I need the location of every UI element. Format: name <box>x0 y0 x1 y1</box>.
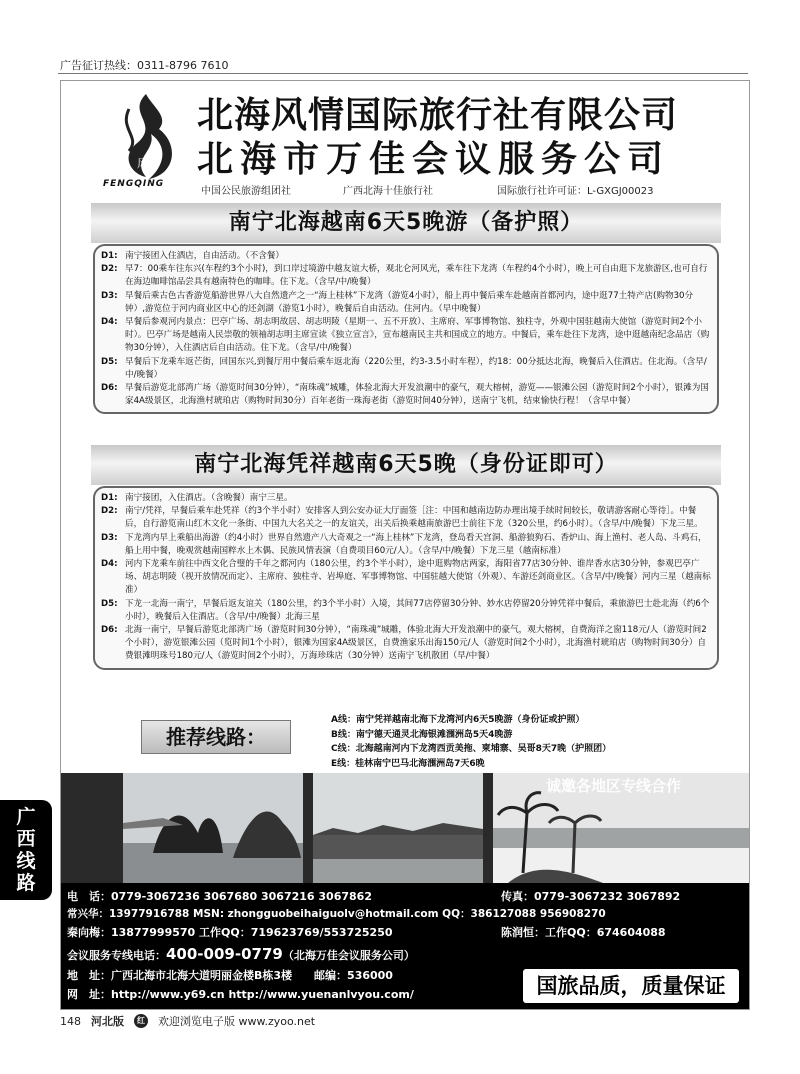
hotline-label: 会议服务专线电话： <box>67 949 166 962</box>
itinerary-day <box>101 505 711 531</box>
day-label: D4: <box>101 559 118 570</box>
top-divider <box>58 73 748 74</box>
recommend-label: 推荐线路： <box>141 720 291 754</box>
day-label: D5: <box>101 356 118 367</box>
day-text: 早餐后乘古色古香游览船游世界八大自然遗产之一“海上桂林”下龙湾（游览4小时），船上再中餐后乘车赴越南首都河内，途中逛77土特产店(购物30分钟）,游览位于河内商业区中心的还剑湖（游览1小时），晚餐后自由活动。住河内。（早中晚餐） <box>125 290 694 314</box>
ad-hotline: 广告征订热线：0311-8796 7610 <box>60 59 229 72</box>
phone-line: 电 话：0779-3067236 3067680 3067216 3067862 <box>67 890 372 903</box>
day-label: D1: <box>101 493 118 503</box>
day-label: D1: <box>101 251 118 261</box>
itinerary-day <box>101 250 711 263</box>
day-label: D2: <box>101 506 118 517</box>
page-number: 148 <box>60 1014 81 1028</box>
contact-person-2: 秦向梅：13877999570 工作QQ：719623769/553725250 <box>67 926 393 939</box>
route1-title: 南宁北海越南6天5晚游（备护照） <box>91 203 721 243</box>
day-text: 北海一南宁，早餐后游览北部湾广场（游览时间30分钟），“南珠魂”城雕，体验北海大开发浪潮中的豪气，观大榕树，自费海洋之窗118元/人（游览时间2个小时），游览银滩公园（览时间1个小时），银滩为国家4A级景区，自费渔家乐出海150元/人（游览时间2个小时），北海渔村琥珀店（购物时间30分）自费银滩明珠号180元/人（游览时间2个小时），万海珍珠店（30分钟）送南宁飞机散团（早/中餐） <box>125 625 707 662</box>
itinerary-day <box>101 263 711 289</box>
footer-text[interactable]: 欢迎浏览电子版 www.zyoo.net <box>158 1015 316 1028</box>
license-label: 国际旅行社许可证：L-GXGJ00023 <box>497 186 654 197</box>
day-label: D5: <box>101 598 118 609</box>
fax-line: 传真：0779-3067232 3067892 <box>501 890 681 903</box>
itinerary-day <box>101 290 711 316</box>
contact-person-3: 陈润恒：工作QQ：674604088 <box>501 926 666 939</box>
day-text: 早7：00乘车往东兴(车程约3个小时)，到口岸过境游中越友谊大桥，观北仑河风光，乘车往下龙湾（车程约4个小时），晚上可自由逛下龙旅游区,也可自行在海边咖啡馆品尝具有越南特色的咖啡。住下龙。（含早/中/晚餐） <box>125 264 708 288</box>
sub-label-2: 广西北海十佳旅行社 <box>343 186 433 197</box>
cooperation-banner: 诚邀各地区专线合作 <box>546 777 682 795</box>
hotline-number: 400-009-0779 <box>166 945 283 963</box>
day-text: 南宁接团入住酒店，自由活动。（不含餐） <box>125 251 284 261</box>
day-text: 下龙湾内早上乘船出海游（约4小时）世界自然遗产八大奇观之一“海上桂林”下龙湾，登岛看天宫洞、船游狼狗石、香炉山、海上渔村、老人岛、斗鸡石，船上用中餐，晚观赏越南国粹水上木偶、民族风情表演（自费项目60元/人）。（含早/中/晚餐）下龙三星（越南标准） <box>125 532 707 556</box>
itinerary-day <box>101 382 711 408</box>
company-name-1: 北海风情国际旅行社有限公司 <box>197 95 679 136</box>
recommend-route: E线：桂林南宁巴马北海涠洲岛7天6晚 <box>331 758 485 769</box>
recommend-route: B线：南宁德天通灵北海银滩涠洲岛5天4晚游 <box>331 729 513 740</box>
day-label: D6: <box>101 383 118 394</box>
address-line: 地 址：广西北海市北海大道明丽金楼B栋3楼 邮编：536000 <box>67 969 393 982</box>
route2-title: 南宁北海凭祥越南6天5晚（身份证即可） <box>91 445 721 485</box>
itinerary-day <box>101 558 711 598</box>
edition-badge-icon: 红 <box>134 1014 148 1028</box>
day-label: D6: <box>101 625 118 636</box>
day-text: 早餐后参观河内景点：巴亭广场、胡志明故居、胡志明陵（星期一、五不开放）、主席府、军事博物馆、独柱寺，外观中国驻越南大使馆（游览时间2个小时）。巴亭广场是越南人民崇敬的领袖胡志明主席宣读《独立宣言》，宣布越南民主共和国成立的地方。中餐后，乘车赴往下龙湾，途中逛越南纪念品店（购物30分钟），入住酒店后自由活动。住下龙。（含早/中/晚餐） <box>125 317 710 354</box>
day-text: 早餐后下龙乘车返芒街，回国东兴,到餐厅用中餐后乘车返北海（220公里，约3-3.5小时车程），约18：00分抵达北海，晚餐后入住酒店。住北海。（含早/中/晚餐） <box>125 356 707 380</box>
recommend-list <box>331 713 611 771</box>
itinerary-day <box>101 624 711 664</box>
day-label: D3: <box>101 290 118 301</box>
day-text: 早餐后游览北部湾广场（游览时间30分钟），“南珠魂”城雕，体验北海大开发浪潮中的豪气，观大榕树，游览——银滩公园（游览时间2个小时），银滩为国家4A级景区，北海渔村琥珀店（购物时间30分）百年老街一珠海老街（游览时间40分钟），送南宁飞机，结束愉快行程！（含早中餐） <box>125 383 709 407</box>
logo-char-text: 风情 <box>137 157 159 170</box>
day-text: 河内下龙乘车前往中西文化合璧的千年之都河内（180公里，约3个半小时），途中逛购物店两家，海阳省77店30分钟、谁岸香水店30分钟，参观巴亭广场、胡志明陵（视开放情况而定）、主席府、独柱寺、岩埠庭、军事博物馆、中国驻越大使馆（外观）、车游还剑商业区。（含早/中/晚餐）河内三星（越南标准） <box>125 559 711 596</box>
route1-itinerary <box>93 244 719 414</box>
travel-ad <box>60 80 750 1010</box>
logo-name: FENGQING <box>103 179 165 189</box>
recommend-route: C线：北海越南河内下龙湾西贡美拖、柬埔寨、吴哥8天7晚（护照团） <box>331 744 612 754</box>
day-text: 下龙一北海一南宁，早餐后返友谊关（180公里，约3个半小时）入境，其间77店停留30分钟、妙水店停留20分钟凭祥中餐后，乘旅游巴士赴北海（约6个小时），晚餐后入住酒店。（含早/中/晚餐）北海三星 <box>125 598 710 622</box>
contact-person-1: 常兴华：13977916788 MSN: zhongguobeihaiguolv@hotmail.com QQ：386127088 956908270 <box>67 908 606 920</box>
day-text: 南宁接团，入住酒店。（含晚餐）南宁三星。 <box>125 493 293 503</box>
company-name-2: 北海市万佳会议服务公司 <box>197 139 671 180</box>
itinerary-day <box>101 492 711 505</box>
coast-town-photo-icon <box>313 773 483 883</box>
hotline-note: （北海万佳会议服务公司） <box>282 949 415 962</box>
edition-label: 河北版 <box>91 1015 124 1028</box>
page-footer <box>60 1013 315 1029</box>
itinerary-day <box>101 532 711 558</box>
day-label: D2: <box>101 264 118 275</box>
itinerary-day <box>101 598 711 624</box>
day-label: D3: <box>101 532 118 543</box>
itinerary-day <box>101 356 711 382</box>
day-text: 南宁/凭祥，早餐后乘车赴凭祥（约3个半小时）安排客人到公安办证大厅面签［注：中国和越南边防办理出境手续时间较长，敬请游客耐心等待］。中餐后，自行游览南山红木文化一条街、中国九大名关之一的友谊关，出关后换乘越南旅游巴士前往下龙（320公里，约6小时）。（含早/中/晚餐）下龙三星。 <box>125 506 703 530</box>
route2-itinerary <box>93 486 719 670</box>
contact-panel <box>61 883 749 1009</box>
section-tab-label: 广西线路 <box>16 806 36 894</box>
day-label: D4: <box>101 317 118 328</box>
sub-label-1: 中国公民旅游组团社 <box>201 186 291 197</box>
website-line[interactable]: 网 址：http://www.y69.cn http://www.yuenanlvyou.com/ <box>67 988 414 1001</box>
recommend-route: A线：南宁凭祥越南北海下龙湾河内6天5晚游（身份证或护照） <box>331 715 585 725</box>
quality-slogan: 国旅品质，质量保证 <box>523 969 739 1003</box>
halong-bay-photo-icon <box>123 773 303 883</box>
itinerary-day <box>101 316 711 356</box>
section-tab <box>0 800 52 900</box>
